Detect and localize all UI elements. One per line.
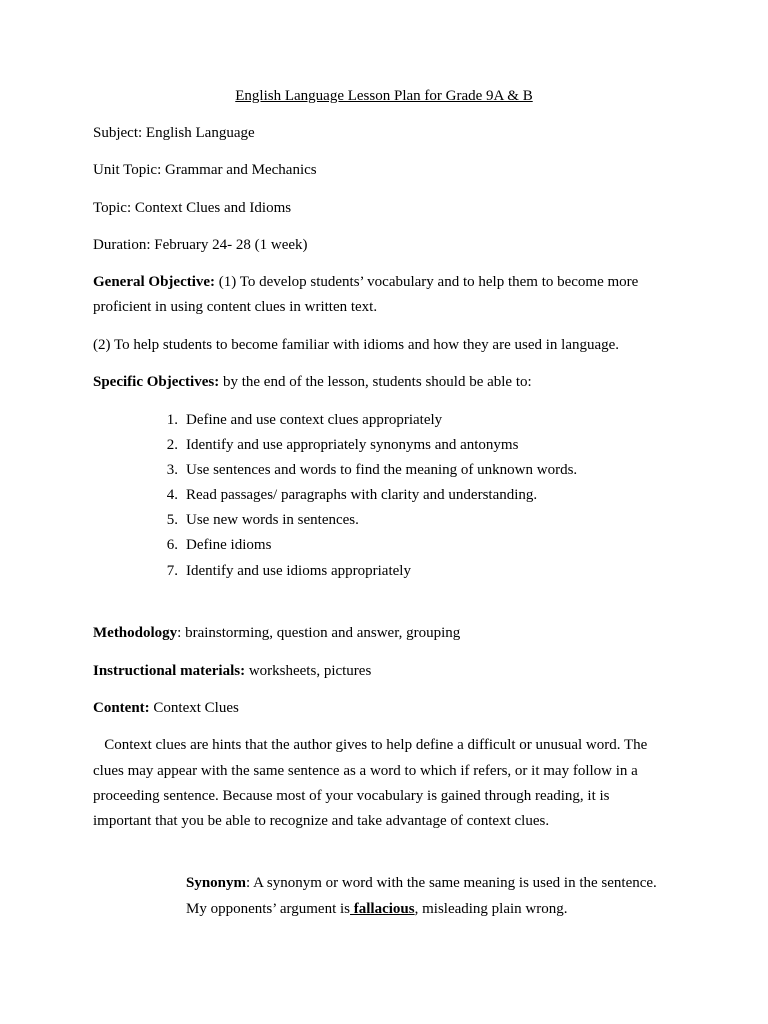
synonym-example — [186, 900, 568, 918]
paragraph-line: clues may appear with the same sentence as a word to which if refers, or it may follow in a — [93, 763, 638, 779]
synonym-example-word: fallacious — [350, 901, 415, 917]
synonym-text: : A synonym or word with the same meaning is used in the sentence. — [246, 875, 657, 891]
specific-objectives — [93, 373, 532, 391]
paragraph-line: important that you be able to recognize and take advantage of context clues. — [93, 813, 550, 829]
list-item-number: 5. — [166, 512, 178, 528]
list-item-text: Define idioms — [186, 537, 272, 553]
synonym-example-pre: My opponents’ argument is — [186, 901, 351, 917]
list-item-text: Define and use context clues appropriately — [186, 412, 443, 428]
list-item-number: 4. — [166, 487, 178, 503]
unit-topic-line: Unit Topic: Grammar and Mechanics — [93, 162, 317, 178]
synonym-label: Synonym — [186, 875, 247, 891]
topic-line: Topic: Context Clues and Idioms — [93, 200, 292, 216]
list-item-number: 6. — [166, 537, 178, 553]
paragraph-line: Context clues are hints that the author gives to help define a difficult or unusual word. The — [93, 737, 648, 753]
materials-label: Instructional materials: — [93, 663, 246, 679]
list-item-number: 2. — [166, 437, 178, 453]
list-item-text: Use sentences and words to find the meaning of unknown words. — [186, 462, 578, 478]
general-objective-text-3: (2) To help students to become familiar with idioms and how they are used in language. — [93, 337, 620, 353]
duration-line: Duration: February 24- 28 (1 week) — [93, 237, 308, 253]
synonym-definition — [186, 874, 657, 892]
list-item-number: 7. — [166, 563, 178, 579]
content — [93, 699, 239, 717]
general-objective-text-1: (1) To develop students’ vocabulary and to help them to become more — [215, 274, 639, 290]
instructional-materials — [93, 662, 371, 680]
methodology-text: : brainstorming, question and answer, grouping — [177, 625, 461, 641]
list-item-text: Identify and use idioms appropriately — [186, 563, 411, 579]
list-item-number: 3. — [166, 462, 178, 478]
paragraph-line: proceeding sentence. Because most of your vocabulary is gained through reading, it is — [93, 788, 610, 804]
general-objective-label: General Objective: — [93, 274, 216, 290]
content-label: Content: — [93, 700, 150, 716]
list-item-number: 1. — [166, 412, 178, 428]
specific-objectives-label: Specific Objectives: — [93, 374, 220, 390]
list-item-text: Identify and use appropriately synonyms and antonyms — [186, 437, 519, 453]
document-title: English Language Lesson Plan for Grade 9A & B — [235, 88, 533, 104]
specific-objectives-intro: by the end of the lesson, students should be able to: — [219, 374, 532, 390]
general-objective — [93, 273, 638, 291]
list-item-text: Read passages/ paragraphs with clarity and understanding. — [186, 487, 538, 503]
materials-text: worksheets, pictures — [245, 663, 372, 679]
methodology — [93, 624, 460, 642]
methodology-label: Methodology — [93, 625, 178, 641]
general-objective-text-2: proficient in using content clues in written text. — [93, 299, 378, 315]
content-text: Context Clues — [149, 700, 239, 716]
synonym-example-post: , misleading plain wrong. — [414, 901, 568, 917]
list-item-text: Use new words in sentences. — [186, 512, 359, 528]
subject-line: Subject: English Language — [93, 125, 255, 141]
